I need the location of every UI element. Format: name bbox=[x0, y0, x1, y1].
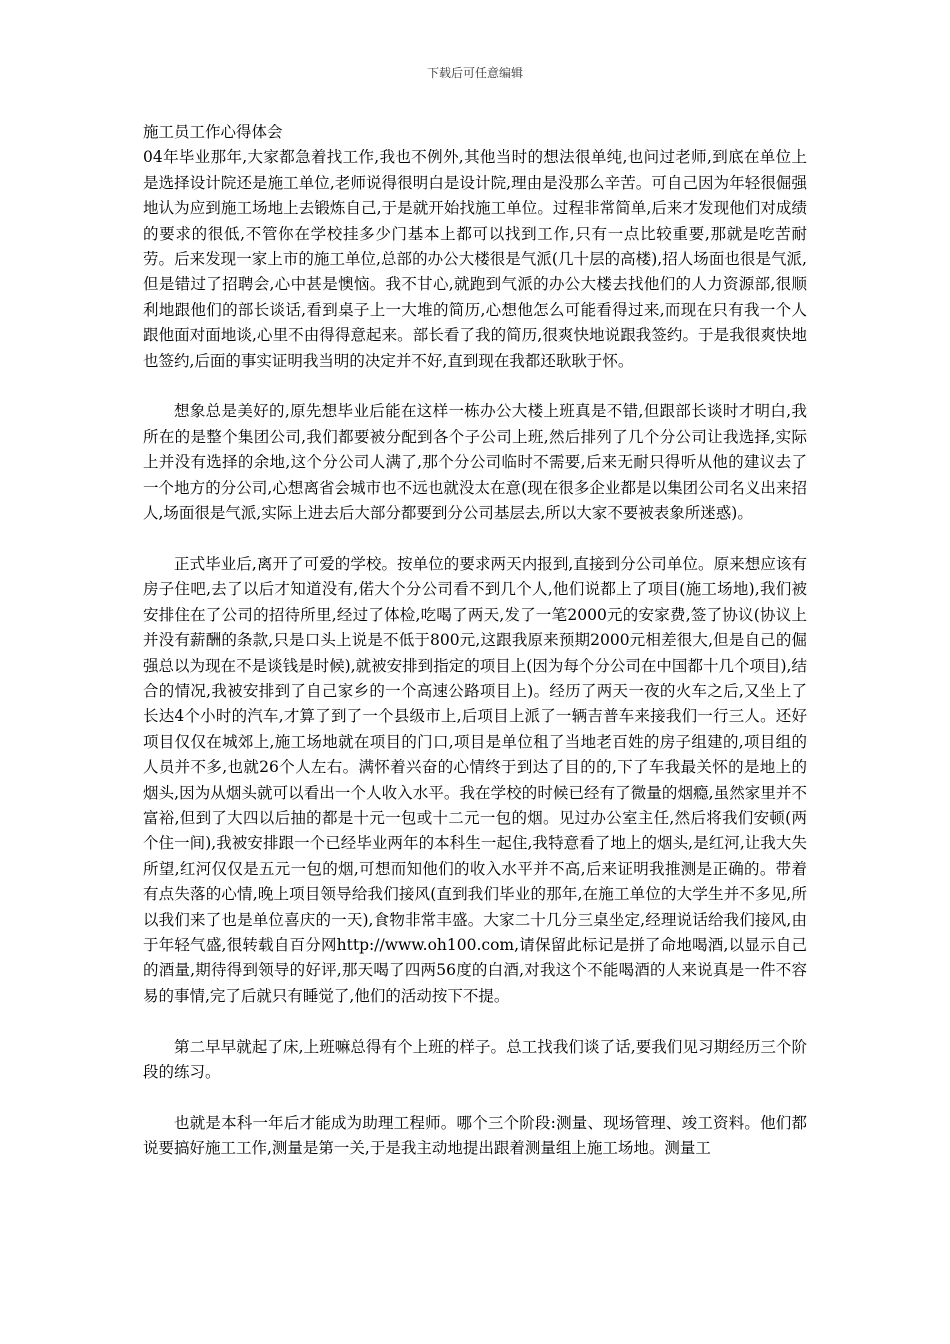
document-title: 施工员工作心得体会 bbox=[143, 123, 283, 141]
paragraph-gap bbox=[143, 1085, 807, 1110]
paragraph-5: 也就是本科一年后才能成为助理工程师。哪个三个阶段:测量、现场管理、竣工资料。他们都说要搞好施工工作,测量是第一关,于是我主动地提出跟着测量组上施工场地。测量工 bbox=[143, 1113, 807, 1158]
document-body bbox=[143, 120, 807, 1162]
paragraph-gap bbox=[143, 1009, 807, 1034]
page-header: 下载后可任意编辑 bbox=[426, 66, 523, 80]
paragraph-gap bbox=[143, 374, 807, 399]
paragraph-1: 04年毕业那年,大家都急着找工作,我也不例外,其他当时的想法很单纯,也问过老师,到底在单位上是选择设计院还是施工单位,老师说得很明白是设计院,理由是没那么辛苦。可自己因为年轻很倔强地认为应到施工场地上去锻炼自己,于是就开始找施工单位。过程非常简单,后来才发现他们对成绩的要求的很低,不管你在学校挂多少门基本上都可以找到工作,只有一点比较重要,那就是吃苦耐劳。后来发现一家上市的施工单位,总部的办公大楼很是气派(几十层的高楼),招人场面也很是气派,但是错过了招聘会,心中甚是懊恼。我不甘心,就跑到气派的办公大楼去找他们的人力资源部,很顺利地跟他们的部长谈话,看到桌子上一大堆的简历,心想他怎么可能看得过来,而现在只有我一个人跟他面对面地谈,心里不由得得意起来。部长看了我的简历,很爽快地说跟我签约。于是我很爽快地也签约,后面的事实证明我当明的决定并不好,直到现在我都还耿耿于怀。 bbox=[143, 148, 807, 370]
paragraph-2: 想象总是美好的,原先想毕业后能在这样一栋办公大楼上班真是不错,但跟部长谈时才明白,我所在的是整个集团公司,我们都要被分配到各个子公司上班,然后排列了几个分公司让我选择,实际上并没有选择的余地,这个分公司人满了,那个分公司临时不需要,后来无耐只得听从他的建议去了一个地方的分公司,心想离省会城市也不远也就没太在意(现在很多企业都是以集团公司名义出来招人,场面很是气派,实际上进去后大部分都要到分公司基层去,所以大家不要被表象所迷惑)。 bbox=[143, 402, 807, 523]
paragraph-4: 第二早早就起了床,上班嘛总得有个上班的样子。总工找我们谈了话,要我们见习期经历三个阶段的练习。 bbox=[143, 1037, 807, 1081]
paragraph-gap bbox=[143, 526, 807, 551]
paragraph-3: 正式毕业后,离开了可爱的学校。按单位的要求两天内报到,直接到分公司单位。原来想应该有房子住吧,去了以后才知道没有,偌大个分公司看不到几个人,他们说都上了项目(施工场地),我们被安排住在了公司的招待所里,经过了体检,吃喝了两天,发了一笔2000元的安家费,签了协议(协议上并没有薪酬的条款,只是口头上说是不低于800元,这跟我原来预期2000元相差很大,但是自己的倔强总以为现在不是谈钱是时候),就被安排到指定的项目上(因为每个分公司在中国都十几个项目),结合的情况,我被安排到了自己家乡的一个高速公路项目上)。经历了两天一夜的火车之后,又坐上了长达4个小时的汽车,才算了到了一个县级市上,后项目上派了一辆吉普车来接我们一行三人。还好项目仅仅在城郊上,施工场地就在项目的门口,项目是单位租了当地老百姓的房子组建的,项目组的人员并不多,也就26个人左右。满怀着兴奋的心情终于到达了目的的,下了车我最关怀的是地上的烟头,因为从烟头就可以看出一个人收入水平。我在学校的时候已经有了微量的烟瘾,虽然家里并不富裕,但到了大四以后抽的都是十元一包或十二元一包的烟。见过办公室主任,然后将我们安顿(两个住一间),我被安排跟一个已经毕业两年的本科生一起住,我特意看了地上的烟头,是红河,让我大失所望,红河仅仅是五元一包的烟,可想而知他们的收入水平并不高,后来证明我推测是正确的。带着有点失落的心情,晚上项目领导给我们接风(直到我们毕业的那年,在施工单位的大学生并不多见,所以我们来了也是单位喜庆的一天),食物非常丰盛。大家二十几分三桌坐定,经理说话给我们接风,由于年轻气盛,很转载自百分网http://www.oh100.com,请保留此标记是拼了命地喝酒,以显示自己的酒量,期待得到领导的好评,那天喝了四两56度的白酒,对我这个不能喝酒的人来说真是一件不容易的事情,完了后就只有睡觉了,他们的活动按下不提。 bbox=[143, 554, 807, 1005]
